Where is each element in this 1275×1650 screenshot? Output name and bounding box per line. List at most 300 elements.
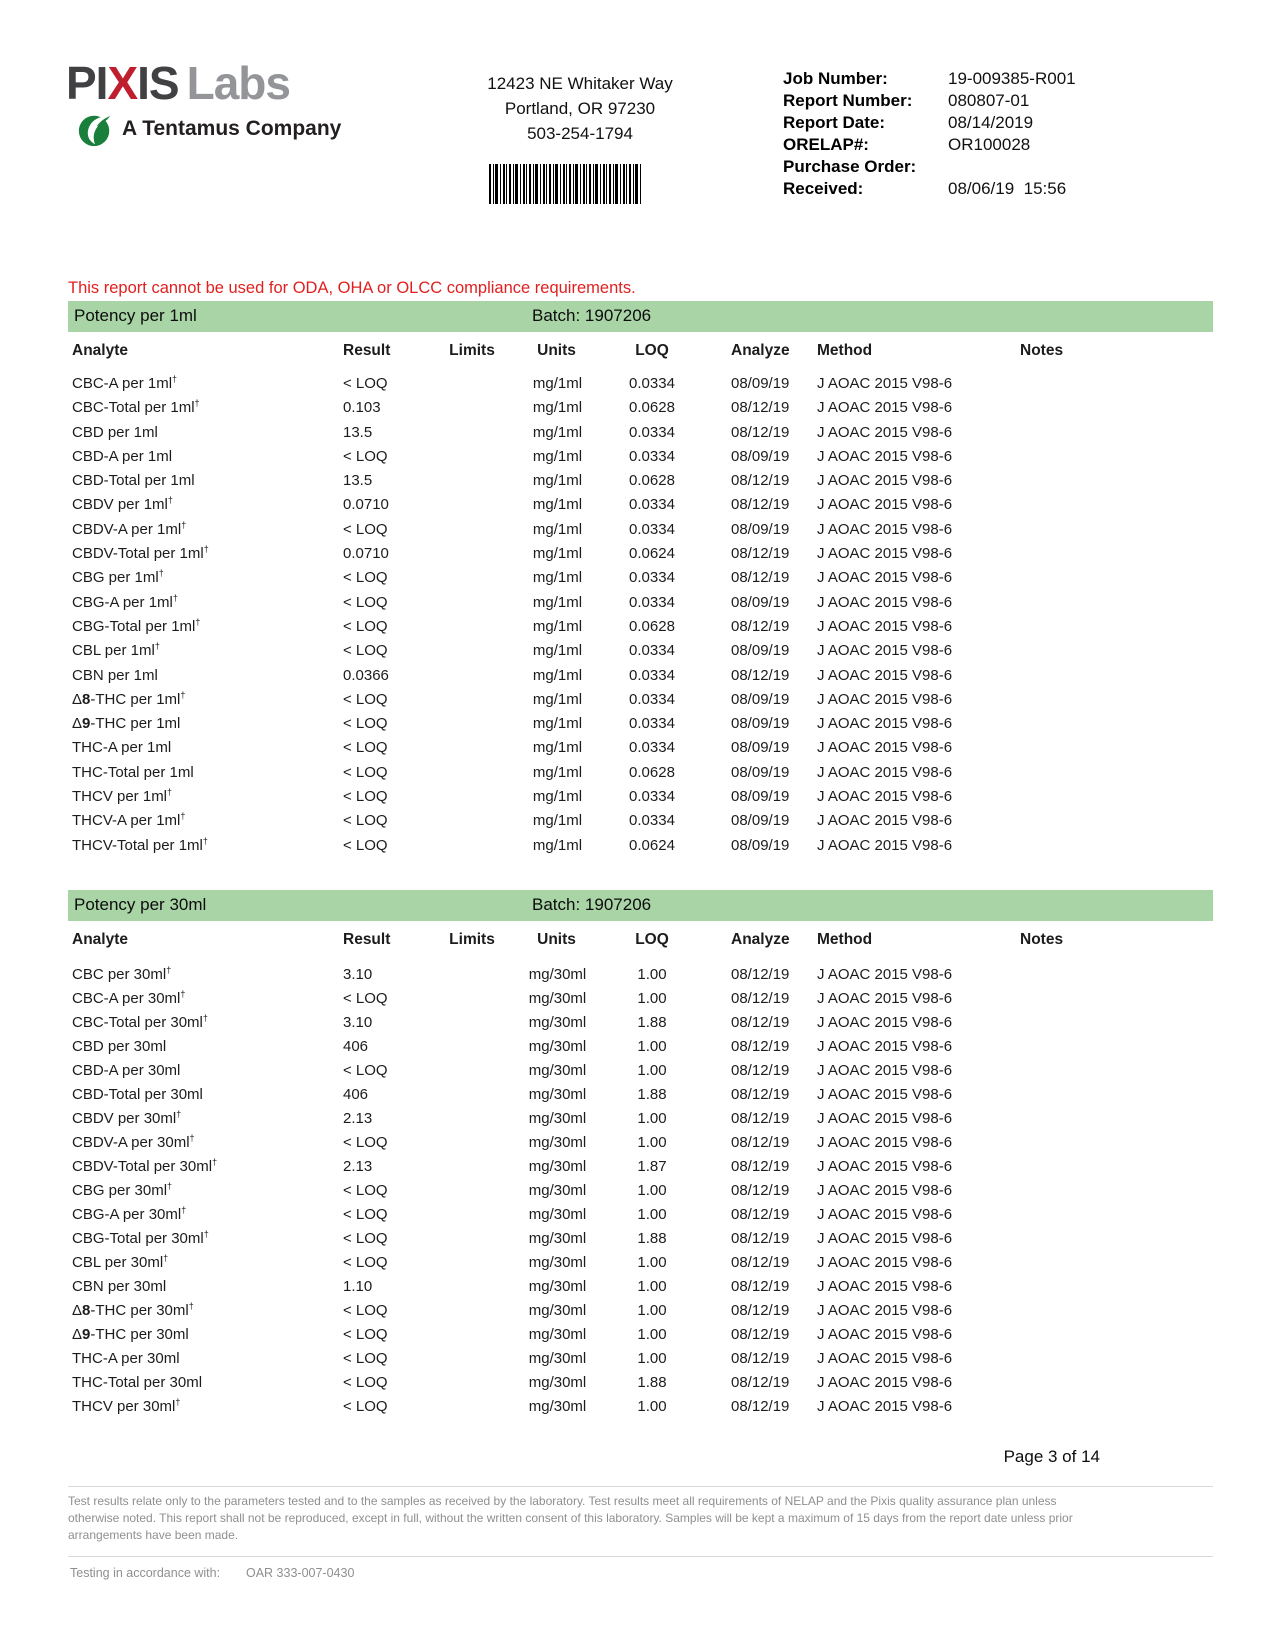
cell-result: 0.0366: [343, 666, 389, 684]
cell-units: mg/1ml: [532, 375, 583, 392]
potency-per-1ml-table: [68, 301, 1213, 861]
cell-notes: [1013, 469, 1213, 493]
cell-analyze: 08/09/19: [731, 593, 790, 611]
cell-analyze: 08/12/19: [731, 1038, 790, 1055]
cell-units: mg/1ml: [532, 545, 583, 563]
cell-method: J AOAC 2015 V98-6: [817, 1158, 953, 1175]
cell-method: J AOAC 2015 V98-6: [817, 496, 953, 514]
cell-analyze: 08/12/19: [731, 1014, 790, 1031]
cell-method: J AOAC 2015 V98-6: [817, 447, 953, 465]
cell-method: J AOAC 2015 V98-6: [817, 1206, 953, 1223]
table-row: [68, 639, 1213, 663]
cell-units: mg/1ml: [532, 496, 583, 514]
cell-analyte: CBC-A per 30ml†: [72, 989, 186, 1007]
cell-result: < LOQ: [343, 812, 388, 830]
table-row: [68, 615, 1213, 639]
cell-notes: [1013, 1011, 1213, 1035]
cell-units: mg/1ml: [532, 399, 583, 417]
table-title-band: [68, 301, 1213, 332]
cell-limits: [437, 1083, 507, 1107]
tagline-text: A Tentamus Company: [122, 117, 342, 140]
cell-method: J AOAC 2015 V98-6: [817, 1254, 953, 1271]
cell-loq: 1.00: [637, 1254, 667, 1271]
table-title: Potency per 1ml: [74, 306, 197, 325]
cell-loq: 1.88: [637, 1086, 667, 1103]
cell-limits: [437, 785, 507, 809]
cell-analyze: 08/12/19: [731, 966, 790, 983]
cell-limits: [437, 1131, 507, 1155]
cell-loq: 1.88: [637, 1230, 667, 1247]
cell-limits: [437, 591, 507, 615]
cell-analyze: 08/12/19: [731, 569, 790, 587]
cell-analyze: 08/12/19: [731, 1158, 790, 1175]
cell-loq: 0.0628: [629, 763, 675, 781]
table-rows: [68, 963, 1213, 1419]
column-header-loq: LOQ: [635, 342, 669, 359]
cell-loq: 1.00: [637, 1326, 667, 1343]
cell-notes: [1013, 785, 1213, 809]
cell-notes: [1013, 1179, 1213, 1203]
cell-result: < LOQ: [343, 1230, 388, 1247]
table-row: [68, 1299, 1213, 1323]
cell-limits: [437, 372, 507, 396]
potency-per-30ml-table: [68, 890, 1213, 1435]
column-header-analyte: Analyte: [72, 342, 128, 359]
cell-units: mg/1ml: [532, 812, 583, 830]
cell-analyte: CBDV-A per 30ml†: [72, 1133, 195, 1151]
table-row: [68, 566, 1213, 590]
cell-notes: [1013, 1227, 1213, 1251]
cell-method: J AOAC 2015 V98-6: [817, 472, 953, 490]
cell-notes: [1013, 688, 1213, 712]
table-row: [68, 785, 1213, 809]
cell-limits: [437, 1251, 507, 1275]
cell-limits: [437, 396, 507, 420]
cell-result: < LOQ: [343, 642, 388, 660]
table-row: [68, 1107, 1213, 1131]
cell-analyze: 08/12/19: [731, 666, 790, 684]
cell-method: J AOAC 2015 V98-6: [817, 1038, 953, 1055]
table-row: [68, 1083, 1213, 1107]
cell-result: < LOQ: [343, 763, 388, 781]
cell-units: mg/1ml: [532, 690, 583, 708]
cell-result: < LOQ: [343, 990, 388, 1007]
table-row: [68, 809, 1213, 833]
cell-analyte: CBC-Total per 1ml†: [72, 398, 200, 417]
meta-label: Received:: [783, 179, 864, 198]
cell-limits: [437, 493, 507, 517]
cell-loq: 0.0334: [629, 569, 675, 587]
table-row: [68, 591, 1213, 615]
cell-limits: [437, 1347, 507, 1371]
cell-loq: 1.00: [637, 1206, 667, 1223]
table-row: [68, 963, 1213, 987]
column-header-limits: Limits: [449, 931, 495, 948]
cell-notes: [1013, 963, 1213, 987]
cell-analyze: 08/09/19: [731, 690, 790, 708]
table-row: [68, 445, 1213, 469]
cell-notes: [1013, 1107, 1213, 1131]
cell-analyze: 08/12/19: [731, 617, 790, 635]
cell-loq: 0.0334: [629, 666, 675, 684]
cell-limits: [437, 1035, 507, 1059]
cell-loq: 0.0334: [629, 788, 675, 806]
table-title-band: [68, 890, 1213, 921]
cell-result: < LOQ: [343, 1182, 388, 1199]
table-row: [68, 761, 1213, 785]
cell-loq: 0.0334: [629, 812, 675, 830]
meta-label: Purchase Order:: [783, 157, 917, 176]
disclaimer-text: Test results relate only to the parameters tested and to the samples as received by the laboratory. Test results meet all requirements of NELAP and the Pixis quality assurance plan unless otherwise noted. This report shall not be reproduced, except in full, without the written consent of this laboratory. Samples will be kept a maximum of 15 days from the report date unless prior arrangements have been made.: [68, 1494, 1073, 1542]
cell-limits: [437, 1371, 507, 1395]
cell-result: 406: [343, 1086, 369, 1103]
cell-notes: [1013, 809, 1213, 833]
leaf-icon: [76, 110, 114, 148]
cell-analyze: 08/09/19: [731, 788, 790, 806]
cell-analyze: 08/09/19: [731, 763, 790, 781]
cell-method: J AOAC 2015 V98-6: [817, 569, 953, 587]
cell-notes: [1013, 493, 1213, 517]
cell-analyze: 08/12/19: [731, 545, 790, 563]
meta-row: [783, 68, 1213, 90]
cell-method: J AOAC 2015 V98-6: [817, 1110, 953, 1127]
table-row: [68, 1059, 1213, 1083]
table-row: [68, 421, 1213, 445]
cell-analyte: CBDV per 1ml†: [72, 495, 173, 514]
cell-loq: 0.0628: [629, 399, 675, 417]
cell-method: J AOAC 2015 V98-6: [817, 1326, 953, 1343]
table-rows: [68, 372, 1213, 858]
cell-result: < LOQ: [343, 739, 388, 757]
cell-limits: [437, 1059, 507, 1083]
cell-limits: [437, 712, 507, 736]
cell-analyte: CBN per 30ml: [72, 1278, 167, 1295]
column-header-notes: Notes: [1020, 342, 1064, 359]
cell-analyte: CBG-Total per 30ml†: [72, 1229, 209, 1247]
cell-units: mg/1ml: [532, 447, 583, 465]
cell-analyte: CBC-A per 1ml†: [72, 374, 178, 392]
cell-analyte: Δ9-THC per 1ml: [72, 715, 181, 733]
cell-result: < LOQ: [343, 788, 388, 806]
cell-loq: 1.00: [637, 1062, 667, 1079]
cell-analyze: 08/12/19: [731, 1398, 790, 1415]
column-header-analyze: Analyze: [731, 931, 790, 948]
cell-result: < LOQ: [343, 447, 388, 465]
cell-result: < LOQ: [343, 569, 388, 587]
meta-row: [783, 178, 1213, 200]
cell-analyze: 08/12/19: [731, 1206, 790, 1223]
cell-loq: 1.00: [637, 1278, 667, 1295]
meta-row: [783, 156, 1213, 178]
cell-loq: 0.0334: [629, 520, 675, 538]
page-number: Page 3 of 14: [1003, 1447, 1100, 1466]
cell-method: J AOAC 2015 V98-6: [817, 1302, 953, 1319]
table-row: [68, 1131, 1213, 1155]
cell-notes: [1013, 1395, 1213, 1419]
cell-notes: [1013, 1275, 1213, 1299]
table-row: [68, 1395, 1213, 1419]
cell-analyze: 08/12/19: [731, 1134, 790, 1151]
report-meta: [783, 68, 1213, 200]
cell-analyze: 08/12/19: [731, 1278, 790, 1295]
table-row: [68, 987, 1213, 1011]
cell-notes: [1013, 1299, 1213, 1323]
cell-notes: [1013, 591, 1213, 615]
cell-loq: 1.00: [637, 1038, 667, 1055]
cell-units: mg/30ml: [528, 990, 587, 1007]
cell-result: < LOQ: [343, 1206, 388, 1223]
cell-analyze: 08/09/19: [731, 375, 790, 392]
cell-analyte: Δ8-THC per 1ml†: [72, 689, 186, 708]
cell-analyte: CBD-A per 30ml: [72, 1062, 181, 1079]
cell-units: mg/1ml: [532, 788, 583, 806]
column-header-units: Units: [537, 931, 576, 948]
cell-analyte: CBC-Total per 30ml†: [72, 1013, 208, 1031]
table-row: [68, 1011, 1213, 1035]
cell-analyze: 08/09/19: [731, 642, 790, 660]
meta-value: 080807-01: [948, 91, 1030, 110]
cell-method: J AOAC 2015 V98-6: [817, 545, 953, 563]
cell-method: J AOAC 2015 V98-6: [817, 990, 953, 1007]
cell-analyze: 08/12/19: [731, 1182, 790, 1199]
cell-units: mg/30ml: [528, 1086, 587, 1103]
table-row: [68, 518, 1213, 542]
table-row: [68, 664, 1213, 688]
table-row: [68, 493, 1213, 517]
cell-method: J AOAC 2015 V98-6: [817, 812, 953, 830]
table-row: [68, 396, 1213, 420]
cell-method: J AOAC 2015 V98-6: [817, 617, 953, 635]
cell-method: J AOAC 2015 V98-6: [817, 666, 953, 684]
table-row: [68, 834, 1213, 858]
logo-pi: PI: [66, 57, 108, 109]
meta-label: Report Date:: [783, 113, 886, 132]
column-header-result: Result: [343, 342, 391, 359]
column-header-row: [68, 341, 1213, 361]
cell-notes: [1013, 1155, 1213, 1179]
cell-loq: 1.00: [637, 990, 667, 1007]
table-row: [68, 1251, 1213, 1275]
cell-analyte: CBDV per 30ml†: [72, 1109, 182, 1127]
cell-limits: [437, 518, 507, 542]
cell-notes: [1013, 664, 1213, 688]
cell-analyte: CBL per 30ml†: [72, 1253, 169, 1271]
cell-limits: [437, 542, 507, 566]
table-row: [68, 1179, 1213, 1203]
meta-label: Report Number:: [783, 91, 913, 110]
compliance-warning-text: This report cannot be used for ODA, OHA or OLCC compliance requirements.: [68, 279, 636, 297]
cell-analyze: 08/09/19: [731, 715, 790, 733]
cell-result: 0.0710: [343, 496, 389, 514]
cell-method: J AOAC 2015 V98-6: [817, 1278, 953, 1295]
cell-notes: [1013, 1131, 1213, 1155]
column-header-notes: Notes: [1020, 931, 1064, 948]
cell-method: J AOAC 2015 V98-6: [817, 836, 953, 854]
column-header-result: Result: [343, 931, 391, 948]
cell-units: mg/1ml: [532, 666, 583, 684]
cell-loq: 0.0334: [629, 423, 675, 441]
cell-analyte: CBG-A per 1ml†: [72, 592, 178, 611]
meta-label: ORELAP#:: [783, 135, 869, 154]
cell-analyze: 08/12/19: [731, 1302, 790, 1319]
meta-row: [783, 134, 1213, 156]
table-row: [68, 1371, 1213, 1395]
cell-units: mg/1ml: [532, 423, 583, 441]
cell-loq: 1.00: [637, 966, 667, 983]
cell-loq: 1.87: [637, 1158, 667, 1175]
cell-limits: [437, 615, 507, 639]
table-row: [68, 372, 1213, 396]
column-header-loq: LOQ: [635, 931, 669, 948]
cell-analyze: 08/12/19: [731, 399, 790, 417]
column-header-limits: Limits: [449, 342, 495, 359]
cell-result: 2.13: [343, 1158, 373, 1175]
cell-units: mg/30ml: [528, 1134, 587, 1151]
cell-limits: [437, 1179, 507, 1203]
cell-notes: [1013, 615, 1213, 639]
pixis-labs-logo: [66, 57, 342, 148]
cell-analyze: 08/12/19: [731, 496, 790, 514]
cell-units: mg/1ml: [532, 642, 583, 660]
table-row: [68, 1347, 1213, 1371]
cell-method: J AOAC 2015 V98-6: [817, 763, 953, 781]
cell-result: < LOQ: [343, 1398, 388, 1415]
cell-notes: [1013, 1059, 1213, 1083]
cell-analyze: 08/12/19: [731, 1110, 790, 1127]
footer-divider: [68, 1486, 1213, 1487]
cell-method: J AOAC 2015 V98-6: [817, 520, 953, 538]
cell-analyze: 08/12/19: [731, 1326, 790, 1343]
accordance-value: OAR 333-007-0430: [246, 1566, 355, 1580]
cell-analyte: THCV-Total per 1ml†: [72, 835, 208, 854]
cell-limits: [437, 664, 507, 688]
cell-analyte: THCV per 1ml†: [72, 787, 173, 806]
cell-limits: [437, 736, 507, 760]
cell-analyze: 08/12/19: [731, 1374, 790, 1391]
cell-analyte: THCV-A per 1ml†: [72, 811, 186, 830]
cell-result: < LOQ: [343, 690, 388, 708]
cell-analyte: THC-Total per 1ml: [72, 763, 194, 781]
batch-label: Batch: 1907206: [532, 895, 652, 914]
table-title: Potency per 30ml: [74, 895, 207, 914]
cell-units: mg/30ml: [528, 1230, 587, 1247]
column-header-row: [68, 930, 1213, 950]
cell-loq: 0.0334: [629, 593, 675, 611]
cell-analyte: CBG-A per 30ml†: [72, 1205, 187, 1223]
accordance-label: Testing in accordance with:: [70, 1566, 221, 1580]
cell-analyte: THCV per 30ml†: [72, 1397, 181, 1415]
cell-method: J AOAC 2015 V98-6: [817, 375, 953, 392]
cell-analyte: Δ8-THC per 30ml†: [72, 1301, 194, 1319]
cell-units: mg/30ml: [528, 1278, 587, 1295]
cell-loq: 0.0334: [629, 715, 675, 733]
logo-tagline: [76, 110, 341, 148]
cell-analyze: 08/12/19: [731, 1086, 790, 1103]
batch-label: Batch: 1907206: [532, 306, 652, 325]
cell-result: < LOQ: [343, 1134, 388, 1151]
column-header-units: Units: [537, 342, 576, 359]
accordance-row: [70, 1566, 355, 1580]
cell-limits: [437, 761, 507, 785]
cell-limits: [437, 1011, 507, 1035]
cell-method: J AOAC 2015 V98-6: [817, 1086, 953, 1103]
cell-analyze: 08/09/19: [731, 739, 790, 757]
cell-loq: 1.88: [637, 1014, 667, 1031]
cell-notes: [1013, 639, 1213, 663]
cell-limits: [437, 809, 507, 833]
meta-value: 19-009385-R001: [948, 69, 1076, 88]
meta-row: [783, 112, 1213, 134]
cell-method: J AOAC 2015 V98-6: [817, 1398, 953, 1415]
cell-units: mg/1ml: [532, 569, 583, 587]
lab-address: [430, 71, 730, 146]
cell-loq: 0.0334: [629, 496, 675, 514]
cell-notes: [1013, 1251, 1213, 1275]
cell-loq: 0.0334: [629, 739, 675, 757]
cell-units: mg/1ml: [532, 472, 583, 490]
cell-method: J AOAC 2015 V98-6: [817, 593, 953, 611]
meta-value: 08/14/2019: [948, 113, 1034, 132]
cell-analyze: 08/09/19: [731, 812, 790, 830]
cell-result: < LOQ: [343, 375, 388, 392]
cell-result: < LOQ: [343, 1350, 388, 1367]
cell-analyte: CBL per 1ml†: [72, 641, 160, 660]
cell-result: < LOQ: [343, 520, 388, 538]
table-row: [68, 1323, 1213, 1347]
cell-units: mg/30ml: [528, 1182, 587, 1199]
cell-limits: [437, 1203, 507, 1227]
table-row: [68, 736, 1213, 760]
cell-notes: [1013, 518, 1213, 542]
cell-result: 1.10: [343, 1278, 373, 1295]
cell-analyze: 08/12/19: [731, 990, 790, 1007]
cell-units: mg/30ml: [528, 1110, 587, 1127]
cell-limits: [437, 1275, 507, 1299]
table-row: [68, 712, 1213, 736]
cell-analyze: 08/12/19: [731, 472, 790, 490]
cell-units: mg/30ml: [528, 966, 587, 983]
cell-analyte: CBD per 1ml: [72, 423, 158, 441]
cell-notes: [1013, 542, 1213, 566]
cell-loq: 0.0624: [629, 836, 675, 854]
cell-units: mg/1ml: [532, 836, 583, 854]
column-header-analyze: Analyze: [731, 342, 790, 359]
meta-row: [783, 90, 1213, 112]
cell-method: J AOAC 2015 V98-6: [817, 1350, 953, 1367]
table-row: [68, 1155, 1213, 1179]
cell-notes: [1013, 1371, 1213, 1395]
cell-limits: [437, 639, 507, 663]
cell-method: J AOAC 2015 V98-6: [817, 399, 953, 417]
cell-units: mg/30ml: [528, 1158, 587, 1175]
cell-method: J AOAC 2015 V98-6: [817, 739, 953, 757]
cell-method: J AOAC 2015 V98-6: [817, 690, 953, 708]
cell-notes: [1013, 736, 1213, 760]
cell-analyte: CBDV-A per 1ml†: [72, 519, 187, 538]
cell-units: mg/30ml: [528, 1374, 587, 1391]
meta-value: 08/06/19 15:56: [948, 179, 1067, 198]
cell-result: 406: [343, 1038, 369, 1055]
cell-result: < LOQ: [343, 1326, 388, 1343]
cell-loq: 1.00: [637, 1302, 667, 1319]
cell-limits: [437, 445, 507, 469]
cell-limits: [437, 1107, 507, 1131]
cell-limits: [437, 1323, 507, 1347]
column-header-method: Method: [817, 342, 873, 359]
cell-analyte: THC-Total per 30ml: [72, 1374, 203, 1391]
cell-loq: 0.0628: [629, 617, 675, 635]
cell-limits: [437, 566, 507, 590]
